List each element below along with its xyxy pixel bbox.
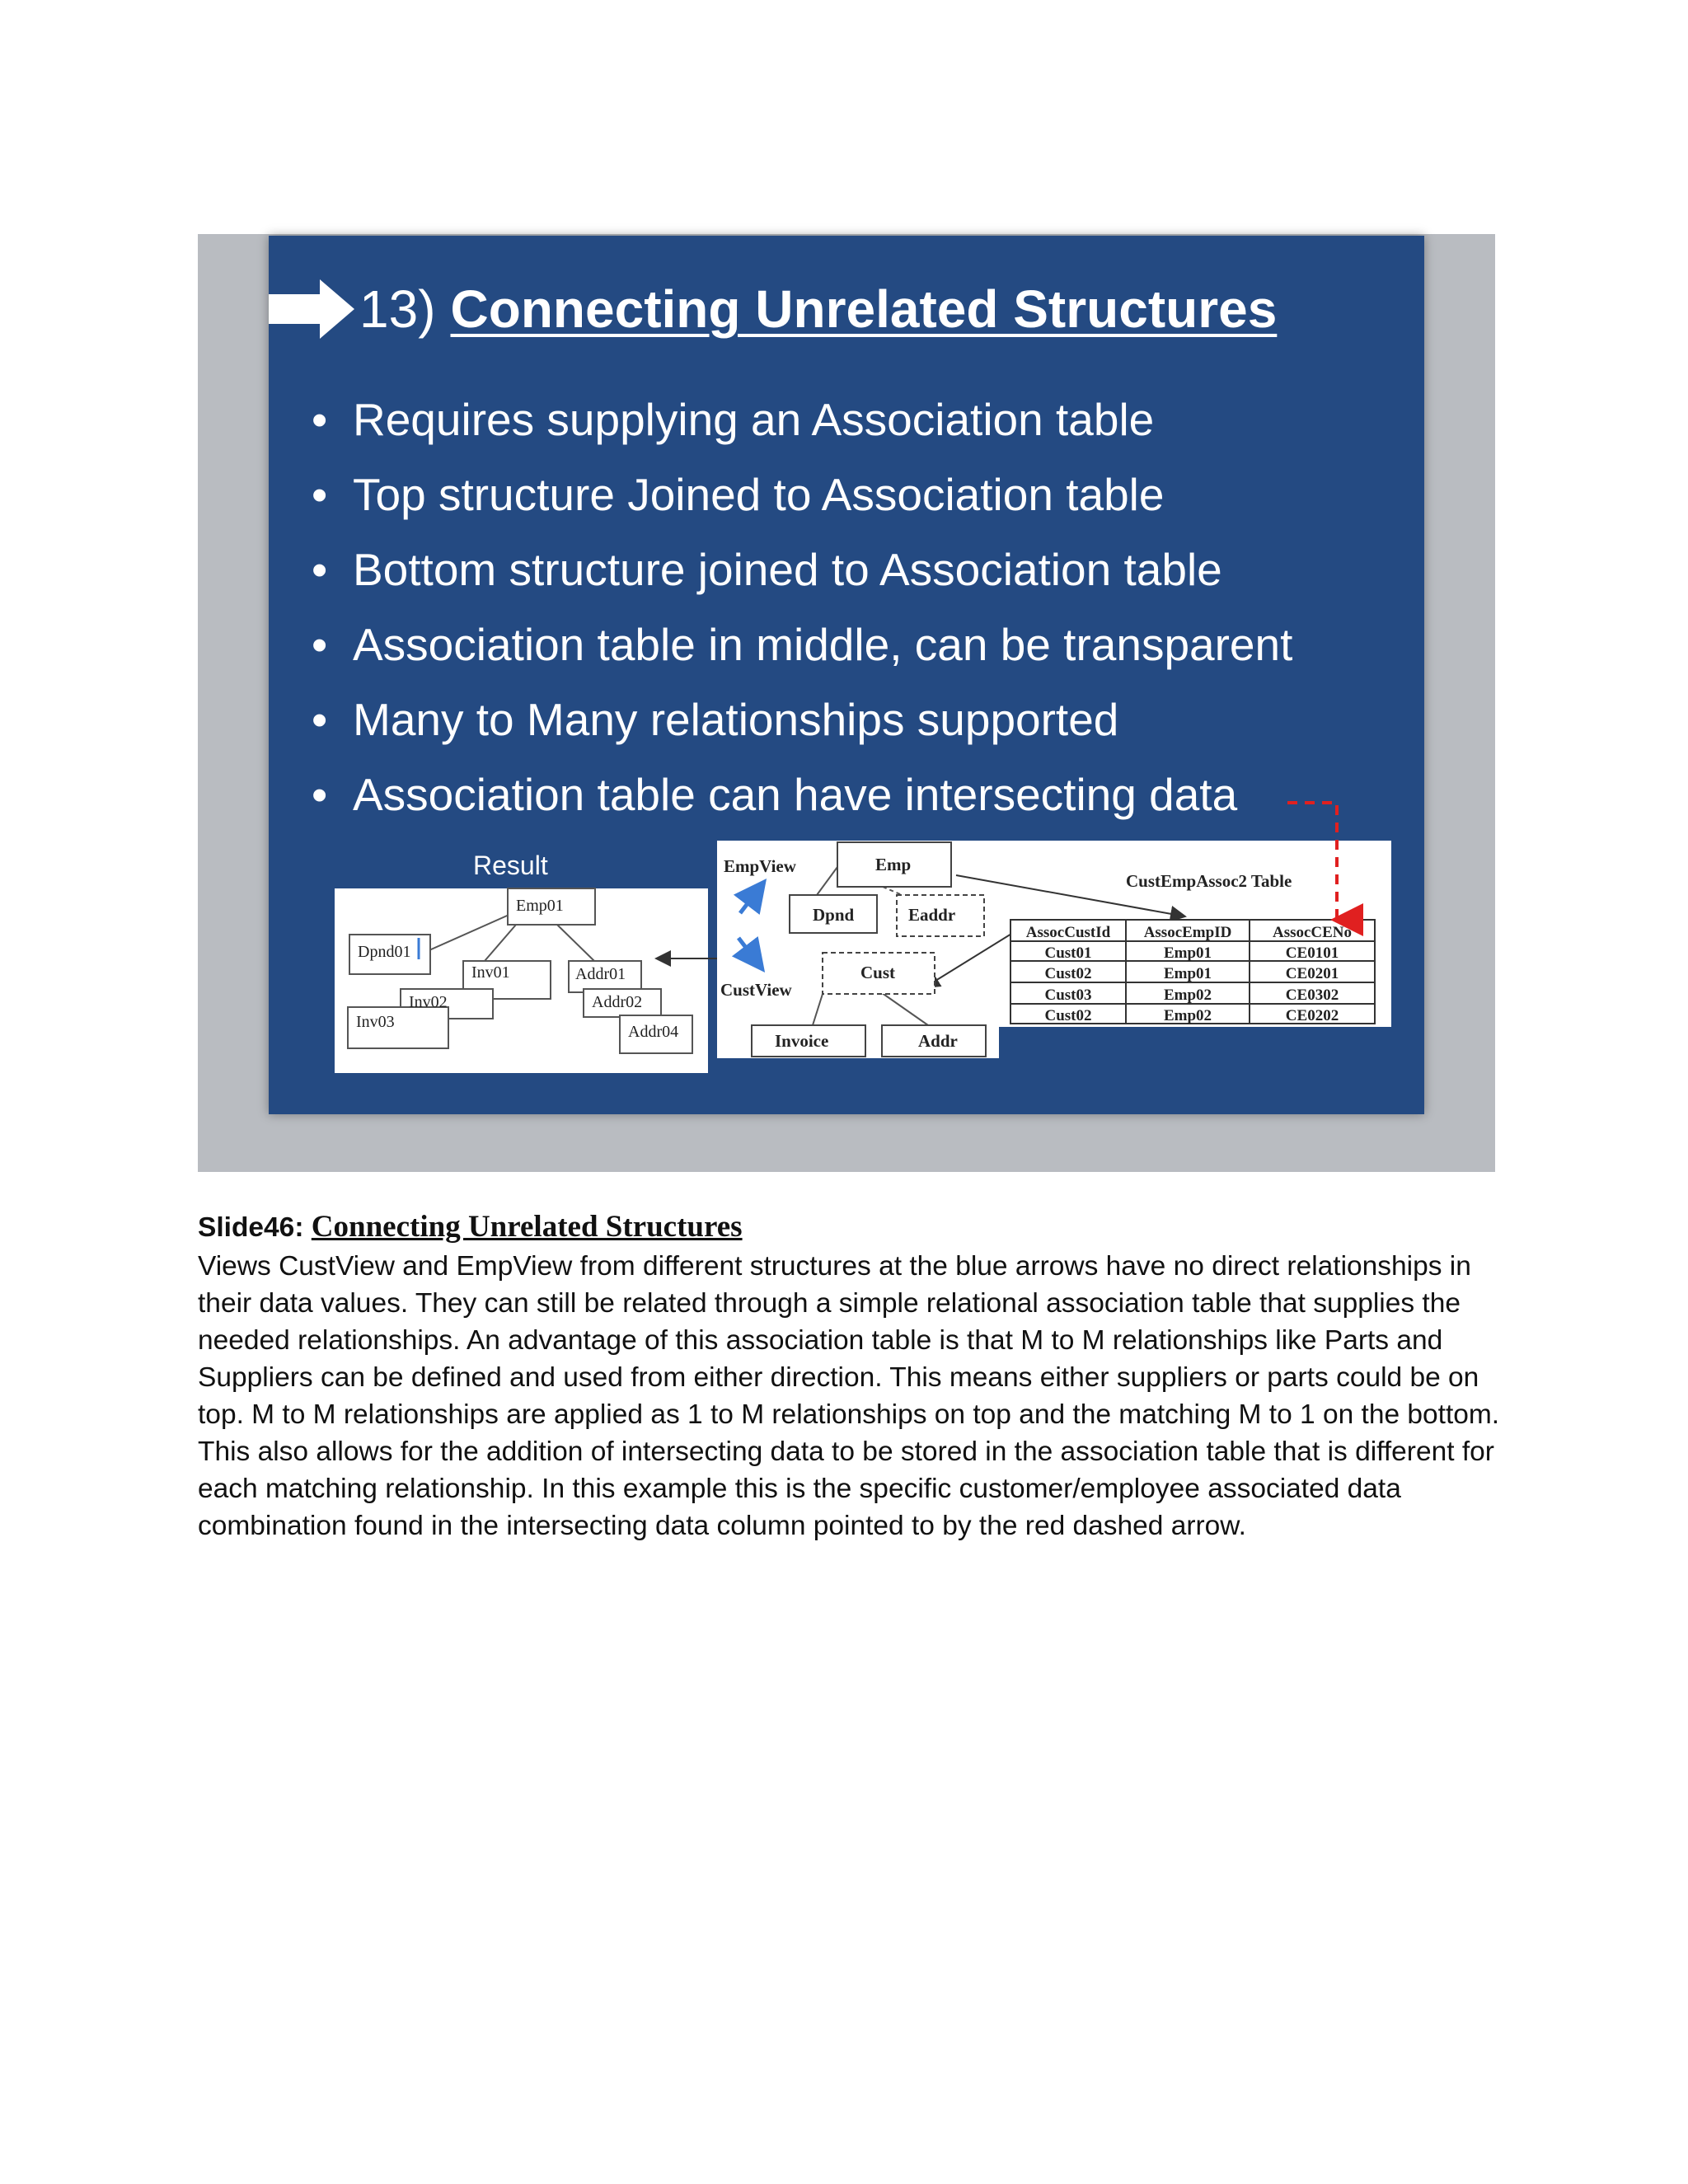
bullet-dot: • <box>312 394 328 445</box>
tree-node-label: Inv03 <box>356 1013 395 1031</box>
bullet-text: Many to Many relationships supported <box>353 694 1119 745</box>
assoc-cell: Emp02 <box>1163 987 1212 1004</box>
bullet-dot: • <box>312 769 328 820</box>
assoc-table-title: CustEmpAssoc2 Table <box>1126 871 1292 891</box>
assoc-cell: Cust02 <box>1044 965 1092 982</box>
diagram-node-label: Cust <box>860 963 896 982</box>
slide <box>269 236 1424 1114</box>
assoc-cell: CE0101 <box>1285 944 1339 962</box>
bullet-dot: • <box>312 544 328 595</box>
slide-title-text: Connecting Unrelated Structures <box>450 279 1278 339</box>
custview-label: CustView <box>720 980 792 1000</box>
assoc-cell: Emp01 <box>1163 944 1212 962</box>
empview-label: EmpView <box>724 856 796 876</box>
assoc-cell: Emp02 <box>1163 1007 1212 1024</box>
tree-node-label: Emp01 <box>516 897 564 915</box>
diagram-node-label: Invoice <box>775 1031 829 1051</box>
bullet-dot: • <box>312 469 328 520</box>
diagram-node-label: Eaddr <box>908 905 956 925</box>
structure-diagram <box>717 841 1391 1058</box>
bullet-text: Association table can have intersecting data <box>353 769 1238 820</box>
assoc-cell: CE0302 <box>1285 987 1339 1004</box>
tree-node-label: Inv02 <box>409 993 448 1011</box>
slide-number: 13) <box>359 279 436 339</box>
caption-title: Connecting Unrelated Structures <box>311 1210 743 1244</box>
tree-node-label: Addr01 <box>575 965 626 983</box>
diagram-node-label: Addr <box>918 1031 958 1051</box>
slide-frame <box>198 234 1495 1172</box>
slide-caption <box>198 1208 1517 1544</box>
assoc-header: AssocCustId <box>1025 924 1111 941</box>
bullet-text: Bottom structure joined to Association table <box>353 544 1222 595</box>
caption-body: Views CustView and EmpView from different structures at the blue arrows have no direct relationships in their data values. They can still be related through a simple relational association table that supplies the needed relationships. An advantage of this association table is that M to M relationships like Parts and Suppliers can be defined and used from either direction. This means either suppliers or parts could be on top. M to M relationships are applied as 1 to M relationships on top and the matching M to 1 on the bottom. This also allows for the addition of intersecting data to be stored in the association table that is different for each matching relationship. In this example this is the specific customer/employee associated data combination found in the intersecting data column pointed to by the red dashed arrow. <box>198 1251 1500 1541</box>
bullet-dot: • <box>312 694 328 745</box>
tree-node-label: Inv01 <box>471 963 510 982</box>
assoc-cell: CE0201 <box>1285 965 1339 982</box>
assoc-cell: CE0202 <box>1285 1007 1339 1024</box>
caption-header <box>198 1208 1517 1246</box>
diagram-node-label: Emp <box>875 855 912 874</box>
tree-node-label: Dpnd01 <box>358 943 411 961</box>
tree-node-label: Addr02 <box>592 993 643 1011</box>
diagram-node-label: Dpnd <box>813 905 855 925</box>
bullet-dot: • <box>312 619 328 670</box>
assoc-cell: Cust03 <box>1044 987 1092 1004</box>
assoc-cell: Cust02 <box>1044 1007 1092 1024</box>
result-tree <box>335 888 708 1073</box>
diagram <box>269 236 1424 1114</box>
bullet-text: Association table in middle, can be transparent <box>353 619 1293 670</box>
bullet-text: Top structure Joined to Association table <box>353 469 1165 520</box>
assoc-header: AssocEmpID <box>1143 924 1232 941</box>
bullet-text: Requires supplying an Association table <box>353 394 1155 445</box>
assoc-cell: Emp01 <box>1163 965 1212 982</box>
tree-node-label: Addr04 <box>628 1023 679 1041</box>
caption-heading: Slide46: <box>198 1212 304 1243</box>
result-label: Result <box>473 851 548 880</box>
assoc-cell: Cust01 <box>1044 944 1092 962</box>
assoc-header: AssocCENo <box>1272 924 1353 941</box>
